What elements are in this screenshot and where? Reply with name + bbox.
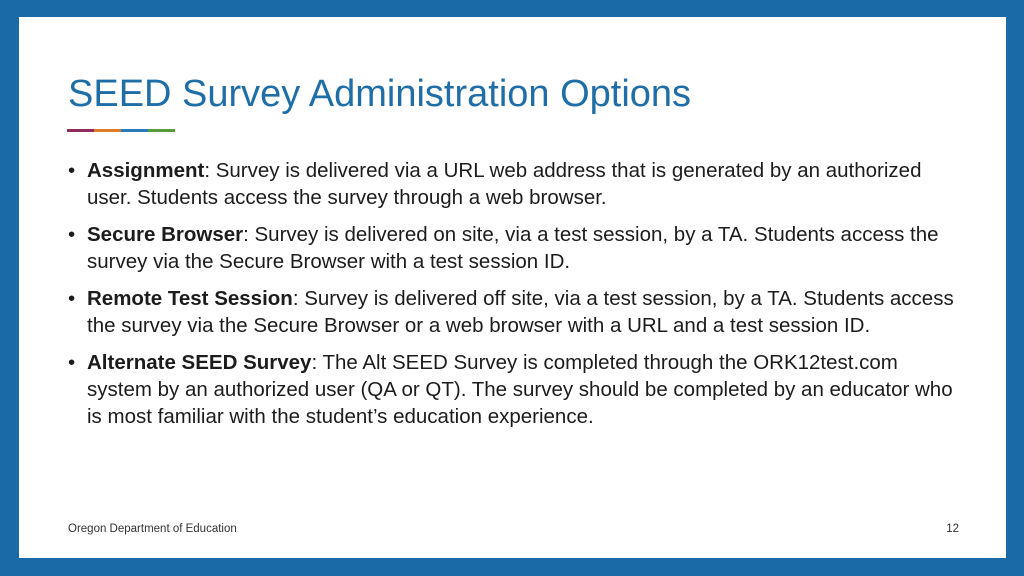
bullet-text: : The Alt SEED Survey is completed through the ORK12test.com system by an authorized user (QA or QT). The survey should be completed by an educator who is most familiar with the student’s education experience.: [87, 351, 953, 428]
title-accent-bar: [67, 129, 175, 132]
bullet-item: [68, 157, 968, 211]
bullet-term: Remote Test Session: [87, 287, 293, 310]
bullet-term: Assignment: [87, 159, 205, 182]
accent-segment: [67, 129, 94, 132]
accent-segment: [148, 129, 175, 132]
bullet-term: Secure Browser: [87, 223, 244, 246]
bullet-item: [68, 221, 968, 275]
bullet-list: [68, 157, 968, 440]
bullet-dot-icon: •: [68, 287, 76, 310]
bullet-text: : Survey is delivered off site, via a test session, by a TA. Students access the survey via the Secure Browser or a web browser with a URL and a test session ID.: [87, 287, 954, 337]
bullet-dot-icon: •: [68, 223, 76, 246]
bullet-item: [68, 349, 968, 430]
bullet-text: : Survey is delivered via a URL web address that is generated by an authorized user. Students access the survey through a web browser.: [87, 159, 922, 209]
bullet-dot-icon: •: [68, 351, 76, 374]
slide: [19, 17, 1006, 558]
accent-segment: [94, 129, 121, 132]
footer-text: Oregon Department of Education: [68, 523, 237, 535]
slide-title: SEED Survey Administration Options: [68, 73, 692, 115]
accent-segment: [121, 129, 148, 132]
bullet-term: Alternate SEED Survey: [87, 351, 312, 374]
bullet-dot-icon: •: [68, 159, 76, 182]
bullet-text: : Survey is delivered on site, via a test session, by a TA. Students access the survey via the Secure Browser with a test session ID.: [87, 223, 939, 273]
page-number: 12: [946, 523, 959, 535]
bullet-item: [68, 285, 968, 339]
